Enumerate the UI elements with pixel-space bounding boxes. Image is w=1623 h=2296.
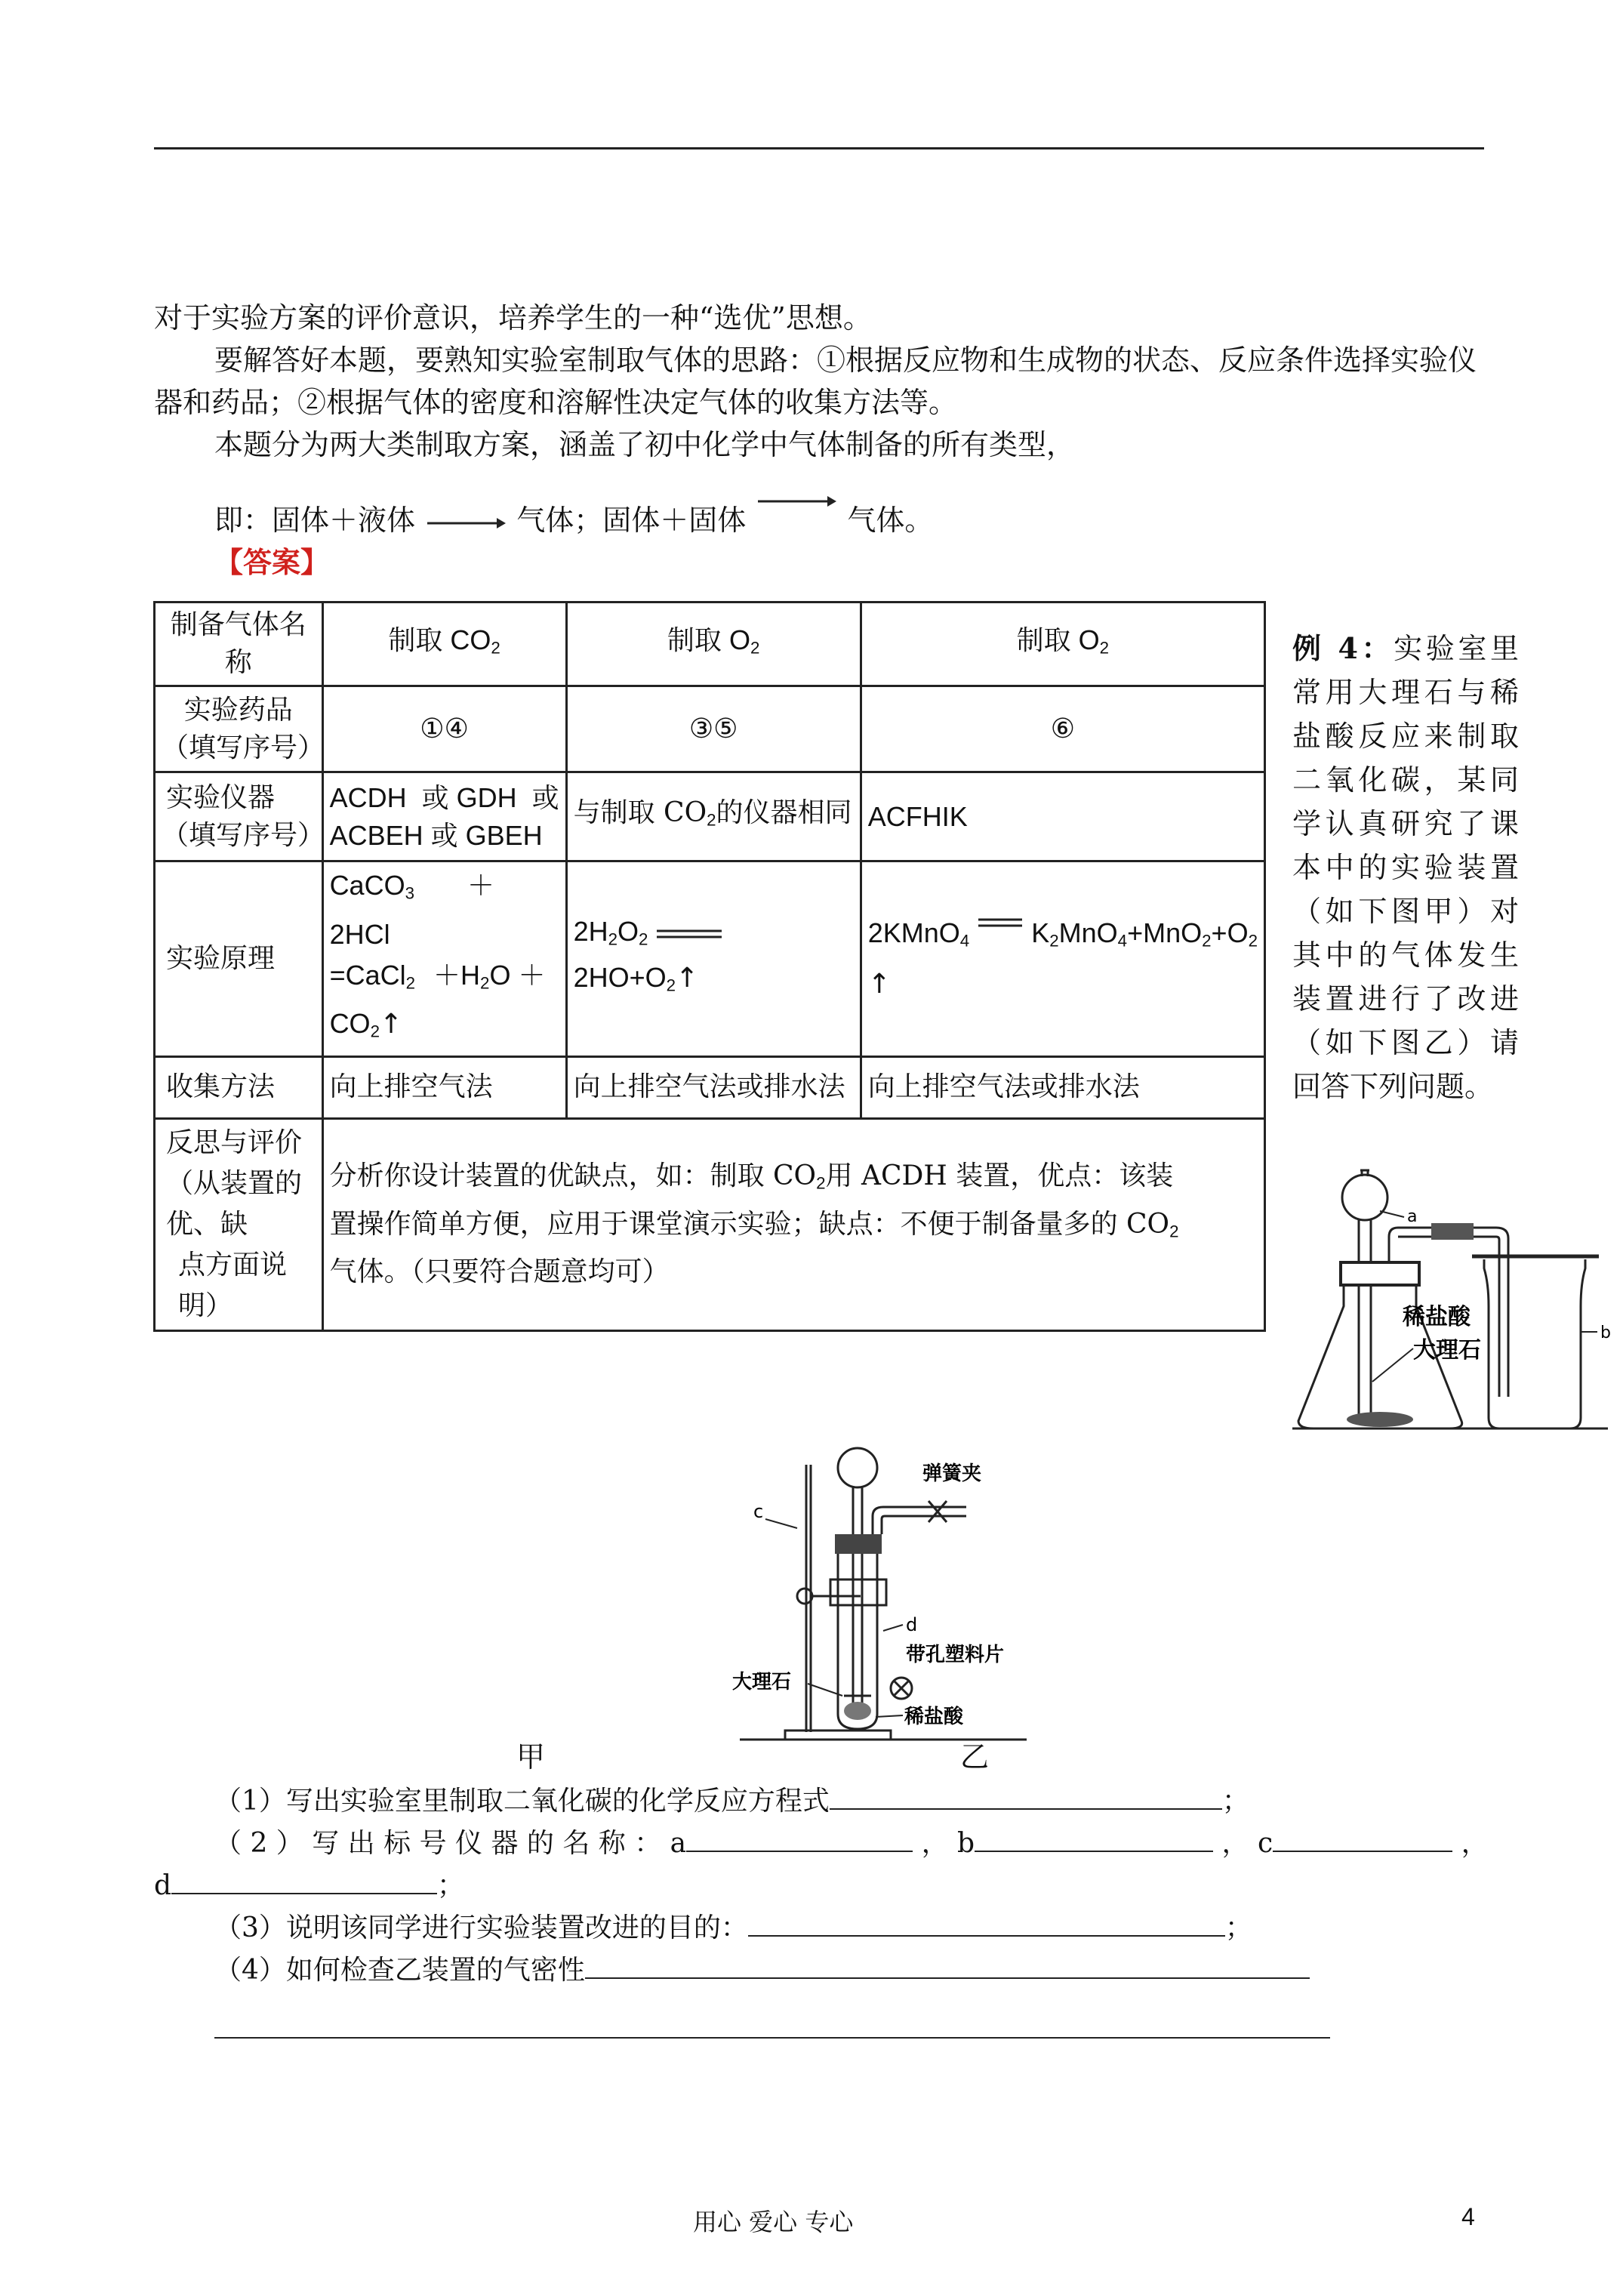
formula-sub: 2 (1099, 638, 1110, 658)
label-line: 点方面说明） (178, 1249, 288, 1321)
caption-yi: 乙 (960, 1740, 990, 1774)
answer-table (153, 601, 1266, 1332)
figure-jia (1283, 1155, 1615, 1450)
cell-value: ⑥ (861, 686, 1264, 772)
cell-line: ACDH 或 GDH 或 (329, 781, 559, 813)
cell-evaluation (322, 1118, 1264, 1330)
formula-sub: 2 (666, 975, 676, 995)
formula: O (617, 916, 639, 948)
formula: 2KMnO (867, 917, 960, 949)
formula: MnO (1058, 917, 1118, 949)
question-text: （3）说明该同学进行实验装置改进的目的： (214, 1912, 748, 1943)
answer-blank-equation[interactable] (830, 1786, 1222, 1810)
intro-line-3: 器和药品；②根据气体的密度和溶解性决定气体的收集方法等。 (154, 386, 958, 419)
question-4 (214, 1949, 1310, 1992)
acid-liquid (844, 1702, 871, 1720)
gas-arrow-icon: ↑ (379, 1009, 403, 1040)
question-punct: ； (437, 1870, 465, 1901)
cell-o2 (566, 603, 861, 686)
answer-blank-c[interactable] (1273, 1828, 1452, 1852)
label-marble: 大理石 (732, 1671, 792, 1693)
formula: CO (329, 1008, 371, 1040)
question-punct: ； (1221, 1786, 1249, 1817)
reaction-solid-solid: 气体；固体＋固体 (516, 504, 747, 537)
formula: +O (1211, 917, 1249, 949)
label-line: 反思与评价 (166, 1126, 303, 1158)
label-clip: 弹簧夹 (922, 1462, 982, 1485)
example-4-text (1292, 627, 1519, 1108)
cell-label: 制备气体名称 (155, 603, 323, 686)
intro-line-4: 本题分为两大类制取方案，涵盖了初中化学中气体制备的所有类型， (214, 428, 1076, 461)
label-a: a (1407, 1207, 1418, 1226)
eval-line (330, 1156, 1258, 1204)
equals-arrow-icon (655, 926, 723, 942)
cell-line: ACBEH 或 GBEH (329, 819, 543, 851)
table-row (155, 772, 1265, 861)
question-text: （4）如何检查乙装置的气密性 (214, 1955, 585, 1986)
formula: O (1078, 624, 1100, 655)
cell-text: 置操作简单方便，应用于课堂演示实验；缺点：不便于制备量多的 CO (329, 1208, 1170, 1240)
formula: CO (450, 624, 491, 655)
formula: O (728, 624, 750, 655)
cell-equation (861, 861, 1264, 1057)
formula: +MnO (1127, 917, 1203, 949)
question-text: d (154, 1870, 172, 1901)
formula: 2H (573, 961, 608, 993)
table-row (155, 1118, 1265, 1330)
formula-sub: 2 (1169, 1222, 1179, 1241)
label-acid: 稀盐酸 (904, 1706, 964, 1728)
formula-sub: 2 (639, 929, 648, 949)
equation-line (330, 1003, 559, 1052)
formula-sub: 2 (750, 638, 760, 658)
formula-sub: 2 (405, 973, 416, 993)
answer-blank-purpose[interactable] (748, 1912, 1225, 1937)
answer-blank-airtight[interactable] (585, 1955, 1310, 1979)
reaction-solid-liquid: 即：固体＋液体 (214, 504, 416, 537)
formula-sub: 4 (1117, 931, 1128, 951)
formula-sub: 2 (707, 810, 716, 830)
question-punct: ， (1461, 1828, 1489, 1859)
label-c: c (753, 1501, 764, 1522)
formula-sub: 2 (608, 929, 618, 949)
formula-sub: 3 (405, 883, 415, 903)
cell-label: 收集方法 (155, 1056, 323, 1118)
formula-sub: 2 (491, 638, 500, 658)
equals-arrow-icon (977, 915, 1024, 938)
cell-value (566, 772, 861, 861)
label-b: b (1600, 1324, 1611, 1342)
cell-value: ACFHIK (861, 772, 1264, 861)
answer-blank-d[interactable] (171, 1870, 437, 1894)
question-2-d (154, 1865, 464, 1907)
rubber-stopper (835, 1534, 882, 1554)
cell-label: 实验药品（填写序号） (155, 686, 323, 772)
equation-line (330, 955, 559, 1004)
question-text: （1）写出实验室里制取二氧化碳的化学反应方程式 (214, 1786, 830, 1817)
example-body: 实验室里常用大理石与稀盐酸反应来制取二氧化碳，某同学认真研究了课本中的实验装置（如下图甲）对其中的气体发生装置进行了改进（如下图乙）请回答下列问题。 (1292, 632, 1519, 1103)
label-plate: 带孔塑料片 (906, 1644, 1005, 1666)
intro-line-5 (214, 498, 933, 542)
formula: ＋ 2HCl (329, 870, 495, 950)
question-1 (214, 1780, 1249, 1823)
stand-base (785, 1730, 891, 1740)
marble-pieces (1347, 1412, 1413, 1427)
intro-line-2: 要解答好本题，要熟知实验室制取气体的思路：①根据反应物和生成物的状态、反应条件选择实验仪 (214, 344, 1477, 377)
formula: O+O (608, 961, 667, 993)
funnel-bulb (1342, 1175, 1387, 1220)
answer-blank-airtight-line-2[interactable] (214, 2037, 1330, 2039)
header-rule (154, 147, 1484, 149)
formula: O ＋ (489, 959, 546, 991)
cell-text: 制取 (667, 624, 722, 656)
question-text: （ 2 ） 写 出 标 号 仪 器 的 名 称 ： a (214, 1828, 687, 1859)
question-3 (214, 1907, 1252, 1949)
reaction-arrow-icon (755, 494, 838, 524)
eval-line (330, 1204, 1258, 1253)
cell-text: 用 ACDH 装置，优点：该装 (825, 1160, 1174, 1192)
cell-value (322, 772, 566, 861)
label-acid: 稀盐酸 (1403, 1304, 1471, 1330)
equation-line (330, 865, 559, 955)
cell-equation (566, 861, 861, 1057)
formula-sub: 4 (959, 931, 970, 951)
cell-text: 的仪器相同 (716, 797, 852, 828)
cell-o2-alt (861, 603, 1264, 686)
equation-line (868, 912, 1258, 963)
label-d: d (906, 1614, 918, 1635)
label-line: （填写序号） (162, 819, 325, 851)
footer-motto: 用心 爱心 专心 (693, 2208, 854, 2236)
delivery-tube (873, 1507, 966, 1534)
formula: K (1031, 917, 1050, 949)
cell-text: 制取 (388, 624, 443, 656)
tube-connector (1431, 1223, 1474, 1240)
formula-sub: 2 (1202, 931, 1212, 951)
answer-label: 【答案】 (214, 545, 330, 579)
caption-jia: 甲 (516, 1740, 546, 1774)
question-text: ， b (921, 1828, 975, 1859)
formula: CaCO (329, 870, 405, 901)
cell-label (155, 772, 323, 861)
cell-text: 分析你设计装置的优缺点，如：制取 CO (329, 1160, 817, 1192)
intro-line-1: 对于实验方案的评价意识，培养学生的一种“选优”思想。 (154, 301, 872, 334)
funnel-bulb (838, 1448, 877, 1487)
cell-co2 (322, 603, 566, 686)
table-row (155, 686, 1265, 772)
formula-sub: 2 (480, 973, 490, 993)
cell-equation (322, 861, 566, 1057)
formula-sub: 2 (370, 1022, 380, 1041)
formula-sub: 2 (816, 1173, 826, 1193)
gas-arrow-icon: ↑ (867, 968, 891, 1000)
eval-line: 气体。（只要符合题意均可） (329, 1256, 670, 1288)
gas-arrow-icon: ↑ (676, 962, 699, 994)
label-marble: 大理石 (1413, 1337, 1481, 1364)
cell-value: ③⑤ (566, 686, 861, 772)
formula-sub: 2 (1248, 931, 1258, 951)
formula: 2H (573, 916, 608, 948)
table-row (155, 861, 1265, 1057)
question-punct: ； (1224, 1912, 1252, 1943)
cell-value: 向上排空气法或排水法 (566, 1056, 861, 1118)
reaction-arrow-icon (424, 514, 507, 532)
table-row (155, 1056, 1265, 1118)
table-row (155, 603, 1265, 686)
label-line: 实验仪器 (166, 781, 276, 813)
cell-label (155, 1118, 323, 1330)
example-title: 例 4： (1292, 631, 1394, 665)
figure-yi (725, 1435, 1042, 1752)
formula: ＋H (433, 959, 481, 991)
stopper (1341, 1262, 1419, 1285)
equation-line (868, 963, 1258, 1006)
question-2 (214, 1823, 1489, 1865)
cell-text: 制取 (1016, 624, 1071, 656)
cell-value: 向上排空气法 (322, 1056, 566, 1118)
page-number: 4 (1461, 2203, 1475, 2230)
cell-text: 与制取 CO (573, 797, 707, 828)
reaction-gas: 气体。 (847, 504, 934, 537)
answer-blank-b[interactable] (975, 1828, 1213, 1852)
answer-blank-a[interactable] (686, 1828, 913, 1852)
question-text: ， c (1221, 1828, 1273, 1859)
cell-value: ①④ (322, 686, 566, 772)
cell-value: 向上排空气法或排水法 (861, 1056, 1264, 1118)
label-line: （从装置的优、缺 (166, 1167, 303, 1240)
formula-sub: 2 (1049, 931, 1059, 951)
cell-label: 实验原理 (155, 861, 323, 1057)
formula: =CaCl (329, 959, 406, 991)
